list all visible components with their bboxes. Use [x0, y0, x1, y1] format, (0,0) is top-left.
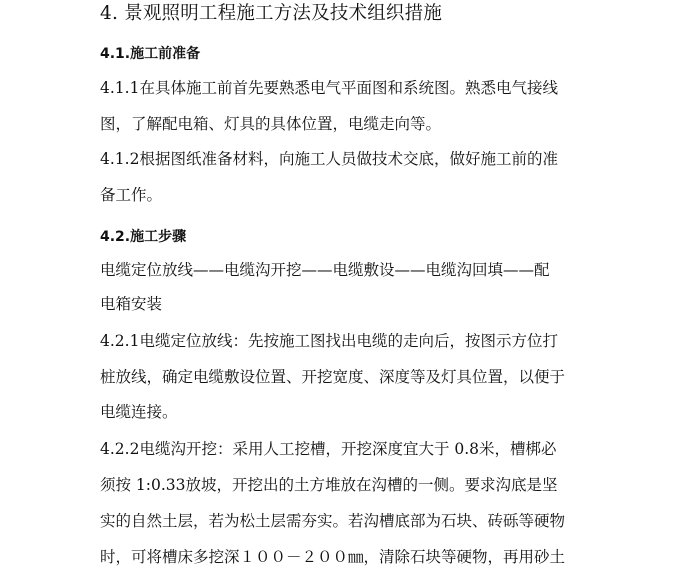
section-title: 4. 景观照明工程施工方法及技术组织措施 — [100, 3, 443, 24]
paragraph-line: 电缆连接。 — [100, 403, 178, 421]
paragraph-line: 时，可将槽床多挖深１００－２００㎜，清除石块等硬物，再用砂土 — [100, 548, 566, 566]
paragraph-line: 4.2.2电缆沟开挖：采用人工挖槽，开挖深度宜大于 0.8米，槽梆必 — [100, 440, 557, 458]
paragraph-line: 4.1.1在具体施工前首先要熟悉电气平面图和系统图。熟悉电气接线 — [100, 79, 558, 97]
subsection-heading-4-1: 4.1.施工前准备 — [100, 46, 201, 62]
paragraph-line: 电缆定位放线——电缆沟开挖——电缆敷设——电缆沟回填——配 — [100, 261, 550, 279]
paragraph-line: 电箱安装 — [100, 295, 163, 313]
subsection-heading-4-2: 4.2.施工步骤 — [100, 229, 187, 245]
paragraph-line: 桩放线，确定电缆敷设位置、开挖宽度、深度等及灯具位置，以便于 — [100, 368, 566, 386]
paragraph-line: 4.1.2根据图纸准备材料，向施工人员做技术交底，做好施工前的准 — [100, 150, 558, 168]
paragraph-line: 图，了解配电箱、灯具的具体位置，电缆走向等。 — [100, 115, 442, 133]
paragraph-line: 4.2.1电缆定位放线：先按施工图找出电缆的走向后，按图示方位打 — [100, 332, 558, 350]
paragraph-line: 实的自然土层，若为松土层需夯实。若沟槽底部为石块、砖砾等硬物 — [100, 512, 566, 530]
paragraph-line: 备工作。 — [100, 186, 163, 204]
paragraph-line: 须按 1:0.33放坡，开挖出的土方堆放在沟槽的一侧。要求沟底是坚 — [100, 476, 558, 494]
